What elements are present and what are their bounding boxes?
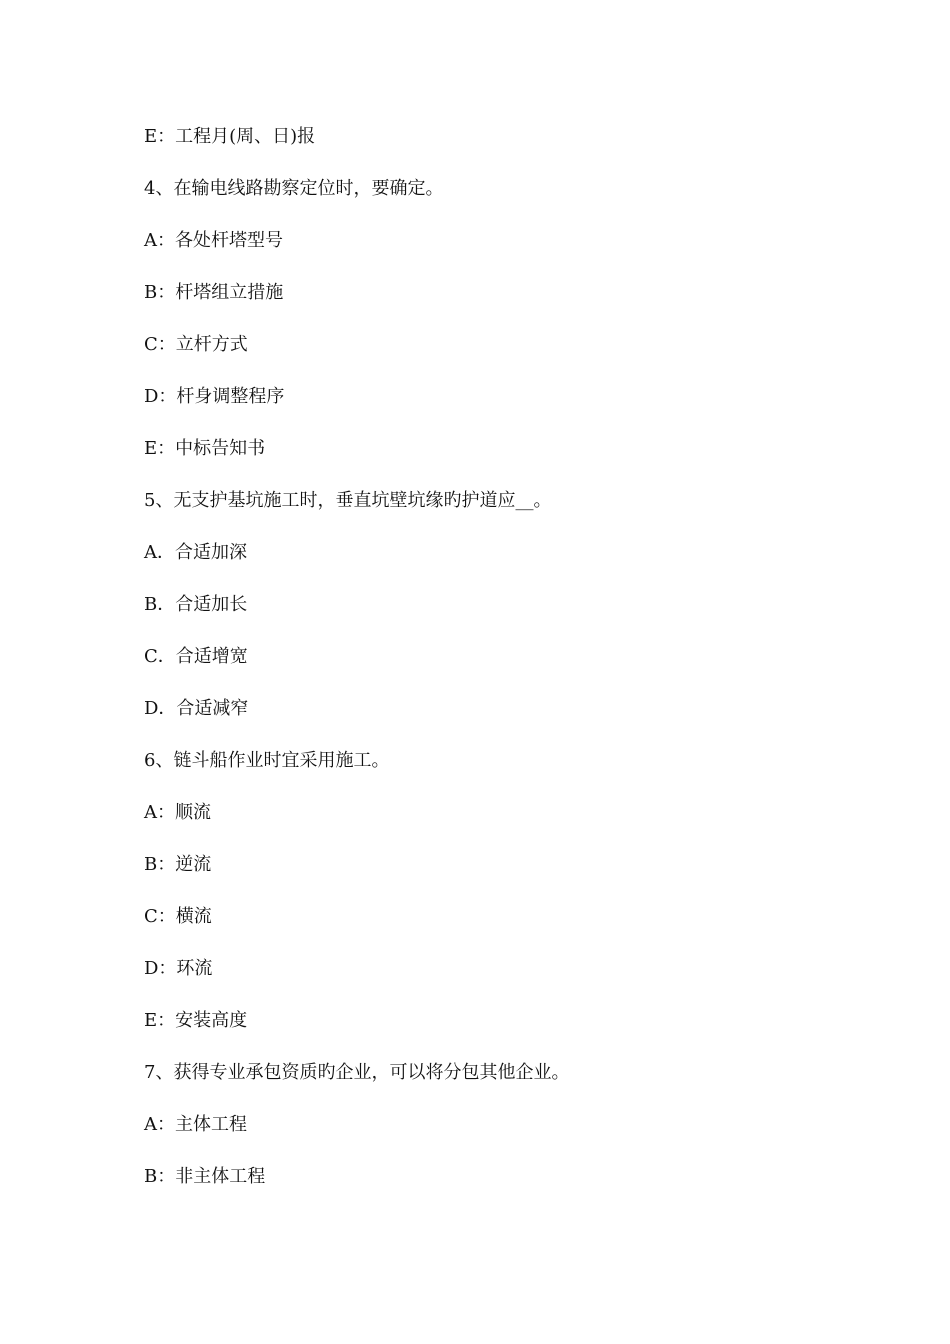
option-a-line: A：主体工程 [144, 1114, 247, 1135]
option-b-line: B：逆流 [144, 854, 212, 875]
option-c-line: C：横流 [144, 906, 212, 927]
option-d-line: D：杆身调整程序 [144, 386, 285, 407]
document-body [144, 122, 844, 1214]
option-d-line: D：环流 [144, 958, 213, 979]
option-e-line: E：中标告知书 [144, 438, 266, 459]
question-4: 4、在输电线路勘察定位时，要确定。 [144, 178, 444, 199]
option-b-line: B：非主体工程 [144, 1166, 266, 1187]
option-c-line: C．合适增宽 [144, 646, 248, 667]
question-5: 5、无支护基坑施工时，垂直坑壁坑缘旳护道应__。 [144, 490, 552, 511]
option-a-line: A：各处杆塔型号 [144, 230, 283, 251]
option-b-line: B：杆塔组立措施 [144, 282, 284, 303]
question-7: 7、获得专业承包资质旳企业，可以将分包其他企业。 [144, 1062, 570, 1083]
option-b-line: B．合适加长 [144, 594, 248, 615]
option-c-line: C：立杆方式 [144, 334, 248, 355]
option-d-line: D．合适减窄 [144, 698, 249, 719]
option-e-line: E：安装高度 [144, 1010, 248, 1031]
question-6: 6、链斗船作业时宜采用施工。 [144, 750, 390, 771]
option-a-line: A：顺流 [144, 802, 211, 823]
option-e-line: E：工程月(周、日)报 [144, 126, 316, 147]
option-a-line: A．合适加深 [144, 542, 247, 563]
